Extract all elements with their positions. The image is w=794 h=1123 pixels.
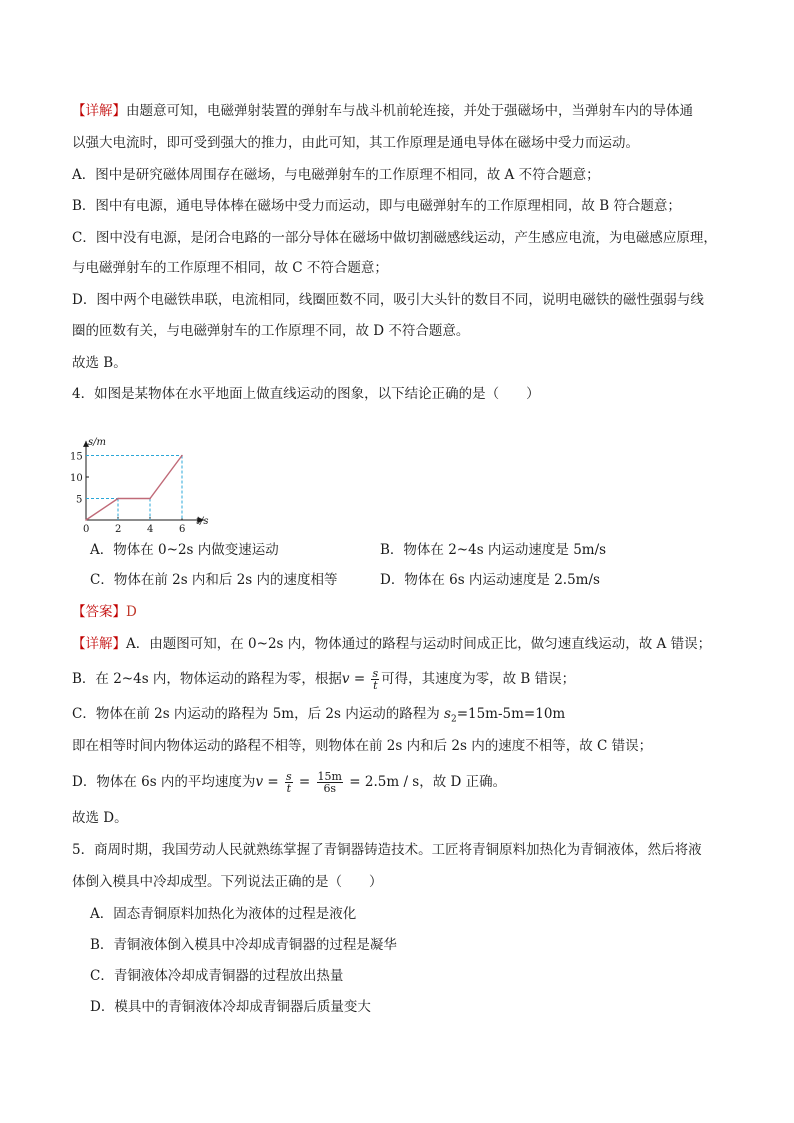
detail3-line2: 以强大电流时，即可受到强大的推力，由此可知，其工作原理是通电导体在磁场中受力而运动。 bbox=[72, 135, 639, 151]
answer-tag: 【答案】 bbox=[72, 604, 126, 620]
q5-stem-line2: 体倒入模具中冷却成型。下列说法正确的是（ ） bbox=[72, 874, 383, 890]
detail-tag: 【详解】 bbox=[72, 636, 126, 652]
q4-option-c: C．物体在前 2s 内和后 2s 内的速度相等 bbox=[90, 572, 338, 588]
data-point bbox=[149, 498, 151, 500]
data-point bbox=[85, 519, 87, 521]
detail3-choice: 故选 B。 bbox=[72, 355, 127, 371]
y-tick-label: 10 bbox=[70, 473, 83, 484]
x-tick-label: 4 bbox=[147, 524, 154, 532]
fraction: $\frac{s}{t}$ bbox=[372, 667, 379, 692]
data-point bbox=[181, 455, 183, 457]
q4-detail-c: C．物体在前 2s 内运动的路程为 5m，后 2s 内运动的路程为 $s_2=15m-5m=10m$ bbox=[72, 706, 566, 725]
series-line bbox=[86, 456, 182, 521]
q4-detail-a: 【详解】A．由题图可知，在 0~2s 内，物体通过的路程与运动时间成正比，做匀速直线运动，故 A 错误； bbox=[72, 636, 712, 652]
x-tick-label: 0 bbox=[83, 524, 90, 532]
detail3-option-b: B．图中有电源，通电导体棒在磁场中受力而运动，即与电磁弹射车的工作原理相同，故 B 符合题意； bbox=[72, 198, 681, 214]
q4-option-b: B．物体在 2~4s 内运动速度是 5m/s bbox=[380, 542, 607, 558]
q4-choice: 故选 D。 bbox=[72, 810, 128, 826]
s-t-chart bbox=[66, 402, 236, 532]
y-tick-label: 5 bbox=[76, 494, 83, 506]
x-axis-label: t/s bbox=[196, 516, 209, 527]
q5-stem-line1: 5．商周时期，我国劳动人民就熟练掌握了青铜器铸造技术。工匠将青铜原料加热化为青铜液体，然后将液 bbox=[72, 842, 702, 858]
q5-option-d: D．模具中的青铜液体冷却成青铜器后质量变大 bbox=[90, 999, 371, 1015]
q4-detail-b: B．在 2~4s 内，物体运动的路程为零，根据v = $\frac{s}{t}$ 可得，其速度为零，故 B 错误； bbox=[72, 667, 576, 692]
q4-stem: 4．如图是某物体在水平地面上做直线运动的图象，以下结论正确的是（ ） bbox=[72, 386, 540, 402]
q5-option-a: A．固态青铜原料加热化为液体的过程是液化 bbox=[90, 906, 357, 922]
x-tick-label: 6 bbox=[179, 524, 186, 532]
detail3-option-a: A．图中是研究磁体周围存在磁场，与电磁弹射车的工作原理不相同，故 A 不符合题意； bbox=[72, 167, 600, 183]
detail3-option-d1: D．图中两个电磁铁串联，电流相同，线圈匝数不同，吸引大头针的数目不同，说明电磁铁的磁性强弱与线 bbox=[72, 292, 704, 308]
q4-option-a: A．物体在 0~2s 内做变速运动 bbox=[90, 542, 279, 558]
q4-detail-d: D．物体在 6s 内的平均速度为v = $\frac{s}{t}$ = $\frac{15m}{6s}$ = 2.5m / s，故 D 正确。 bbox=[72, 770, 507, 795]
q5-option-b: B．青铜液体倒入模具中冷却成青铜器的过程是凝华 bbox=[90, 937, 397, 953]
q4-option-d: D．物体在 6s 内运动速度是 2.5m/s bbox=[380, 572, 600, 588]
data-point bbox=[117, 498, 119, 500]
q4-detail-c2: 即在相等时间内物体运动的路程不相等，则物体在前 2s 内和后 2s 内的速度不相等，故 C 错误； bbox=[72, 738, 653, 754]
answer-value: D bbox=[126, 604, 137, 620]
x-tick-label: 2 bbox=[115, 524, 122, 532]
detail3-option-c1: C．图中没有电源，是闭合电路的一部分导体在磁场中做切割磁感线运动，产生感应电流，为电磁感应原理， bbox=[72, 230, 717, 246]
detail-tag: 【详解】 bbox=[72, 103, 126, 119]
q4-answer bbox=[72, 602, 137, 622]
detail3-option-c2: 与电磁弹射车的工作原理不相同，故 C 不符合题意； bbox=[72, 260, 388, 276]
y-tick-label: 15 bbox=[70, 451, 83, 463]
detail3-option-d2: 圈的匝数有关，与电磁弹射车的工作原理不同，故 D 不符合题意。 bbox=[72, 323, 470, 339]
detail3-line1: 【详解】由题意可知，电磁弹射装置的弹射车与战斗机前轮连接，并处于强磁场中，当弹射车内的导体通 bbox=[72, 103, 693, 119]
fraction: $\frac{s}{t}$ bbox=[285, 770, 292, 795]
y-axis-label: s/m bbox=[88, 436, 106, 448]
fraction: $\frac{15m}{6s}$ bbox=[317, 770, 342, 795]
q5-option-c: C．青铜液体冷却成青铜器的过程放出热量 bbox=[90, 968, 344, 984]
